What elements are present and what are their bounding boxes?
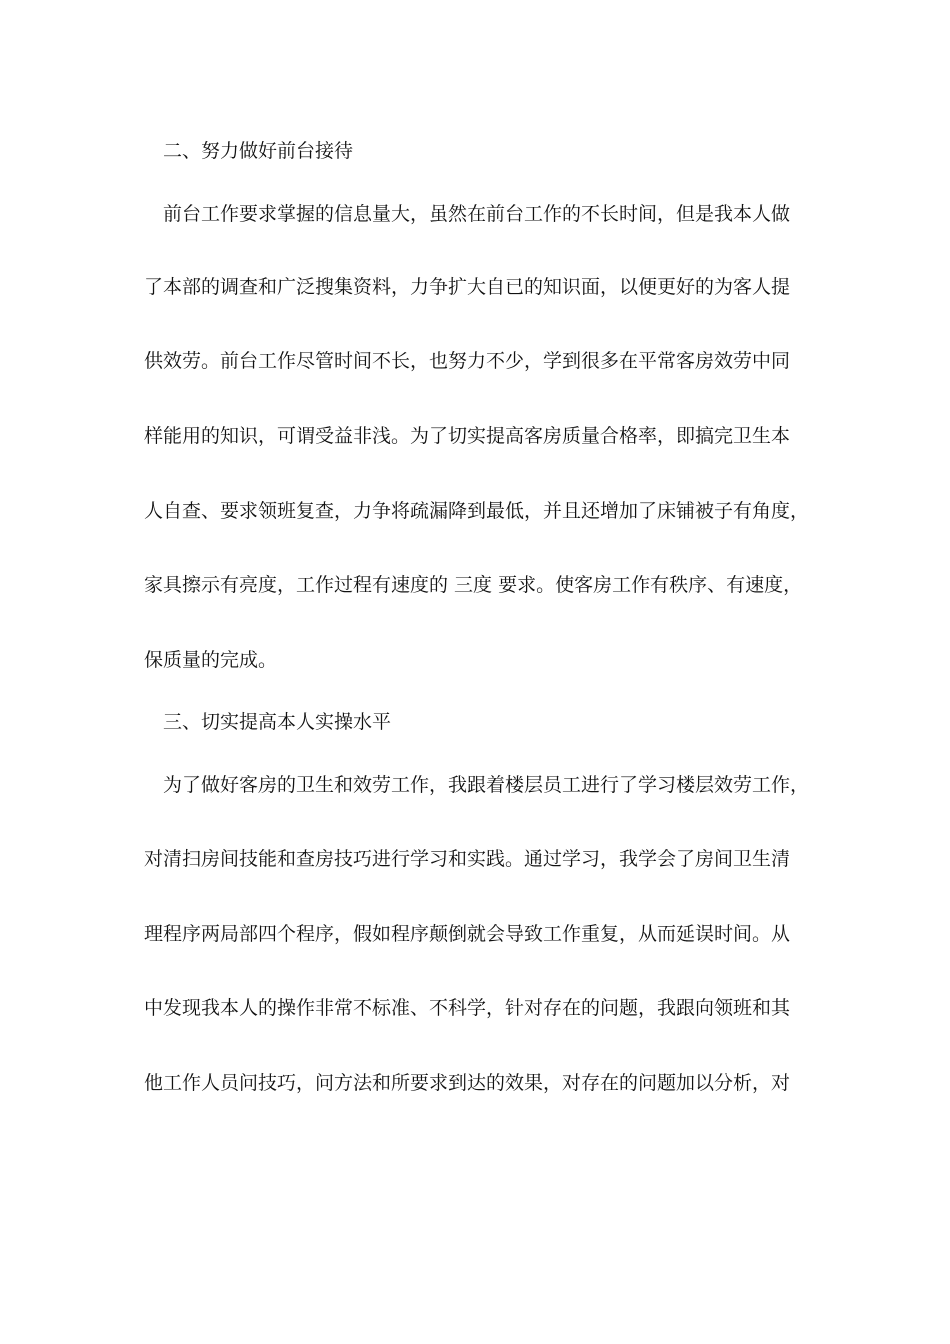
paragraph-line: 人自查、要求领班复查，力争将疏漏降到最低，并且还增加了床铺被子有角度，: [144, 500, 810, 522]
paragraph-line: 前台工作要求掌握的信息量大，虽然在前台工作的不长时间，但是我本人做: [163, 203, 791, 225]
paragraph-line: 他工作人员问技巧，问方法和所要求到达的效果，对存在的问题加以分析，对: [144, 1072, 791, 1094]
paragraph-line: 家具擦示有亮度，工作过程有速度的 三度 要求。使客房工作有秩序、有速度，: [144, 574, 803, 596]
paragraph-line: 保质量的完成。: [144, 649, 278, 671]
paragraph-line: 为了做好客房的卫生和效劳工作，我跟着楼层员工进行了学习楼层效劳工作，: [163, 774, 810, 796]
paragraph-line: 中发现我本人的操作非常不标准、不科学，针对存在的问题，我跟向领班和其: [144, 997, 791, 1019]
paragraph-line: 对清扫房间技能和查房技巧进行学习和实践。通过学习，我学会了房间卫生清: [144, 848, 791, 870]
paragraph-line: 理程序两局部四个程序，假如程序颠倒就会导致工作重复，从而延误时间。从: [144, 923, 791, 945]
paragraph-line: 了本部的调查和广泛搜集资料，力争扩大自已的知识面，以便更好的为客人提: [144, 276, 791, 298]
paragraph-line: 样能用的知识，可谓受益非浅。为了切实提高客房质量合格率，即搞完卫生本: [144, 425, 791, 447]
section-heading: 二、努力做好前台接待: [163, 140, 354, 162]
section-heading: 三、切实提高本人实操水平: [163, 711, 392, 733]
paragraph-line: 供效劳。前台工作尽管时间不长，也努力不少，学到很多在平常客房效劳中同: [144, 350, 791, 372]
